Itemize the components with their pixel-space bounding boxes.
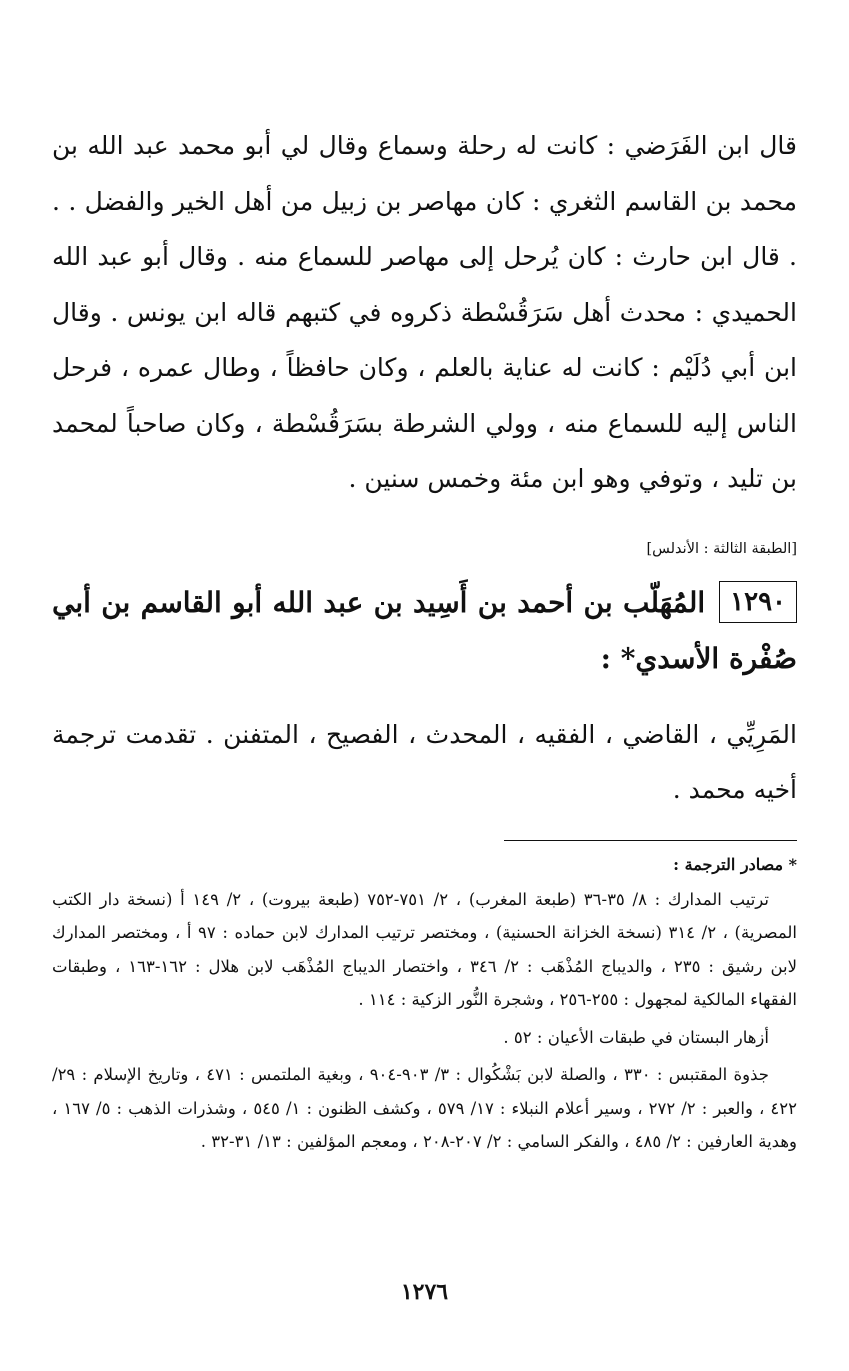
entry-heading xyxy=(52,575,797,687)
footnote-title: * مصادر الترجمة : xyxy=(673,854,797,874)
entry-number-box: ١٢٩٠ xyxy=(719,581,797,623)
entry-body: المَرِيِّي ، القاضي ، الفقيه ، المحدث ، الفصيح ، المتفنن . تقدمت ترجمة أخيه محمد . xyxy=(52,719,797,804)
layer-note: [الطبقة الثالثة : الأندلس] xyxy=(646,540,797,557)
intro-paragraph: قال ابن الفَرَضي : كانت له رحلة وسماع وقال لي أبو محمد عبد الله بن محمد بن القاسم الثغري : كان مهاصر بن زبيل من أهل الخير والفضل . . . قال ابن حارث : كان يُرحل إلى مهاصر للسماع منه . وقال أبو عبد الله الحميدي : محدث أهل سَرَقُسْطة ذكروه في كتبهم قاله ابن يونس . وقال ابن أبي دُلَيْم : كانت له عناية بالعلم ، وكان حافظاً ، وطال عمره ، فرحل الناس إليه للسماع منه ، وولي الشرطة بسَرَقُسْطة ، وكان صاحباً لمحمد بن تليد ، وتوفي وهو ابن مئة وخمس سنين . xyxy=(52,131,797,493)
footnote-paragraph-1: ترتيب المدارك : ٨/ ٣٥-٣٦ (طبعة المغرب) ، ٢/ ٧٥١-٧٥٢ (طبعة بيروت) ، ٢/ ١٤٩ أ (نسخة دار الكتب المصرية) ، ٢/ ٣١٤ (نسخة الخزانة الحسنية) ، ومختصر ترتيب المدارك لابن حماده : ٩٧ أ ، ومختصر المدارك لابن رشيق : ٢٣٥ ، والديباج المُذْهَب : ٢/ ٣٤٦ ، واختصار الديباج المُذْهَب لابن هلال : ١٦٢-١٦٣ ، وطبقات الفقهاء المالكية لمجهول : ٢٥٥-٢٥٦ ، وشجرة النُّور الزكية : ١١٤ . xyxy=(52,889,798,1009)
footnote-paragraph-2: أزهار البستان في طبقات الأعيان : ٥٢ . xyxy=(503,1027,769,1047)
footnote-paragraph-3: جذوة المقتبس : ٣٣٠ ، والصلة لابن بَشْكُوال : ٣/ ٩٠٣-٩٠٤ ، وبغية الملتمس : ٤٧١ ، وتاريخ الإسلام : ٢٩/ ٤٢٢ ، والعبر : ٢/ ٢٧٢ ، وسير أعلام النبلاء : ١٧/ ٥٧٩ ، وكشف الظنون : ١/ ٥٤٥ ، وشذرات الذهب : ٥/ ١٦٧ ، وهدية العارفين : ٢/ ٤٨٥ ، والفكر السامي : ٢/ ٢٠٧-٢٠٨ ، ومعجم المؤلفين : ١٣/ ٣١-٣٢ . xyxy=(52,1065,797,1151)
page-number: ١٢٧٦ xyxy=(400,1279,449,1305)
book-page xyxy=(52,118,797,1371)
footnote-divider xyxy=(504,840,797,841)
entry-heading-text: المُهَلّب بن أحمد بن أَسِيد بن عبد الله أبو القاسم بن أبي صُفْرة الأسدي* : xyxy=(52,585,797,675)
